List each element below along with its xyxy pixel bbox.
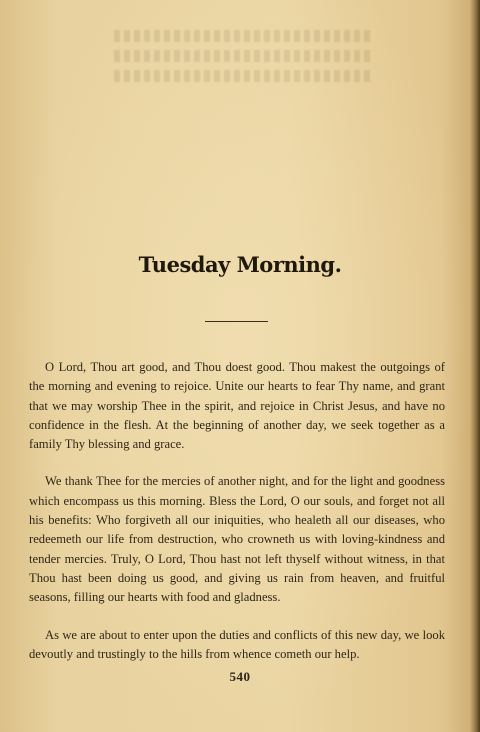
show-through-text [110,30,370,100]
page-edge-shadow [470,0,480,732]
body-text [29,358,445,682]
page-number: 540 [229,669,251,684]
section-heading: Tuesday Morning. [138,252,342,277]
paragraph-1: O Lord, Thou art good, and Thou doest good. Thou makest the outgoings of the morning and evening to rejoice. Unite our hearts to fear Thy name, and grant that we may worship Thee in the spirit, and rejoice in Christ Jesus, and have no confidence in the flesh. At the beginning of another day, we seek together as a family Thy blessing and grace. [29,360,445,452]
paragraph-2: We thank Thee for the mercies of another night, and for the light and goodness which encompass us this morning. Bless the Lord, O our souls, and forget not all his benefits: Who forgiveth all our iniquities, who healeth all our diseases, who redeemeth our life from destruction, who crowneth us with loving-kindness and tender mercies. Truly, O Lord, Thou hast not left thyself without witness, in that Thou hast been doing us good, and giving us rain from heaven, and fruitful seasons, filling our hearts with food and gladness. [29,474,445,605]
paragraph-3: As we are about to enter upon the duties and conflicts of this new day, we look devoutly and trustingly to the hills from whence cometh our help. [29,627,445,661]
heading-rule [205,321,268,322]
